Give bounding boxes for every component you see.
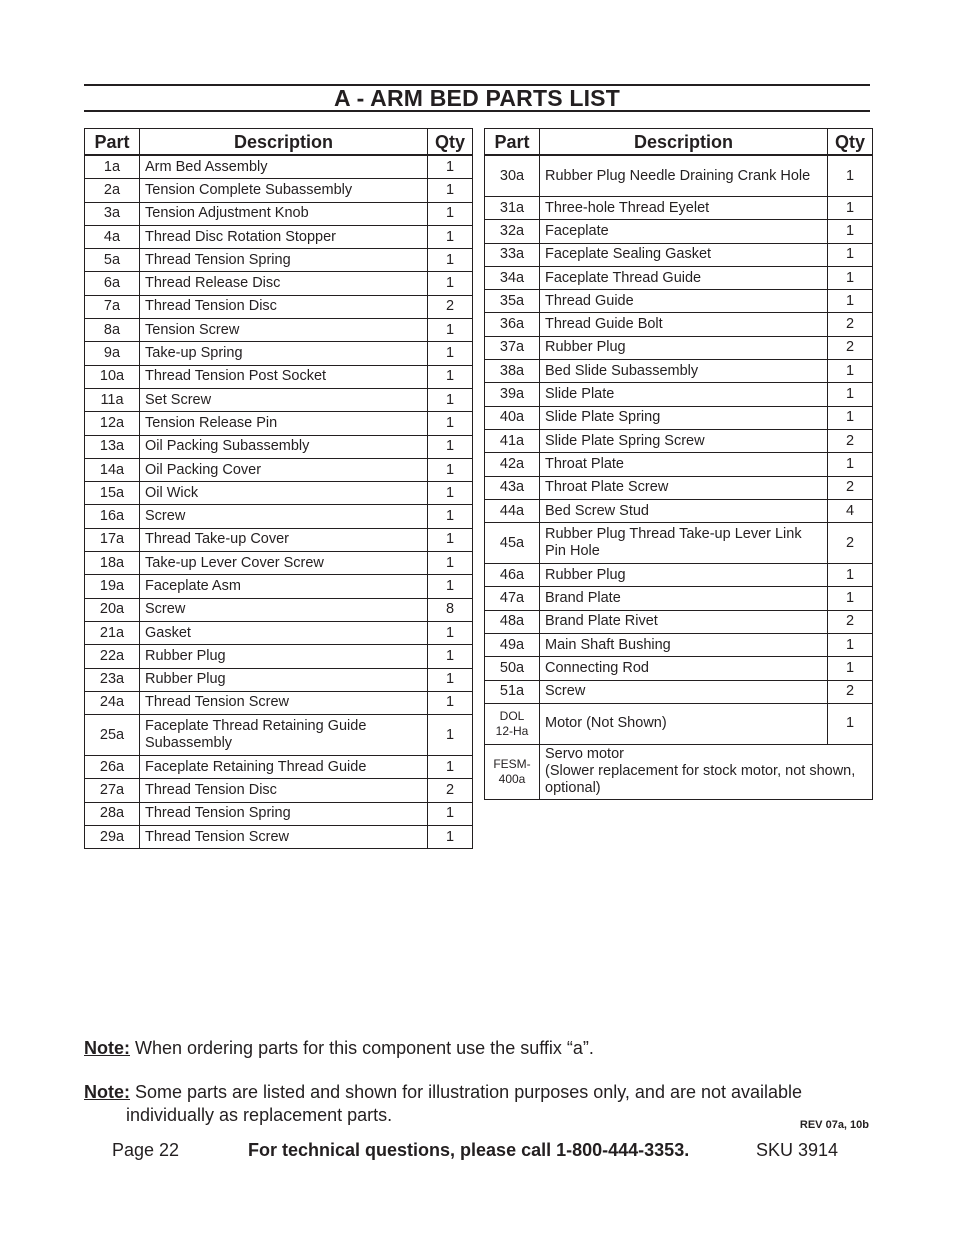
description-cell: Screw <box>140 505 428 528</box>
part-number-cell: 7a <box>85 295 140 318</box>
footer-page-number: Page 22 <box>112 1140 180 1160</box>
quantity-cell: 1 <box>428 388 473 411</box>
table-header-row <box>85 129 473 156</box>
part-number-cell: 30a <box>485 155 540 197</box>
title-bar <box>84 84 870 112</box>
quantity-cell: 1 <box>428 575 473 598</box>
table-row <box>485 564 873 587</box>
table-row <box>85 691 473 714</box>
part-number-cell: 22a <box>85 645 140 668</box>
table-row <box>85 645 473 668</box>
quantity-cell: 1 <box>428 802 473 825</box>
part-number-cell: 49a <box>485 634 540 657</box>
description-cell: Tension Screw <box>140 319 428 342</box>
description-cell: Faceplate Sealing Gasket <box>540 243 828 266</box>
description-cell: Screw <box>140 598 428 621</box>
quantity-cell: 1 <box>828 703 873 744</box>
part-number-cell: 17a <box>85 528 140 551</box>
parts-table-right <box>484 128 873 800</box>
quantity-cell: 2 <box>828 476 873 499</box>
part-number-cell: 39a <box>485 383 540 406</box>
part-number-cell: 46a <box>485 564 540 587</box>
table-row <box>85 365 473 388</box>
table-row <box>485 634 873 657</box>
header-qty: Qty <box>828 129 873 156</box>
description-cell: Brand Plate <box>540 587 828 610</box>
description-cell: Thread Disc Rotation Stopper <box>140 225 428 248</box>
description-cell: Faceplate Thread Retaining Guide Subassembly <box>140 715 428 756</box>
table-row <box>485 313 873 336</box>
footer-tech-support: For technical questions, please call 1-800-444-3353. <box>248 1140 690 1160</box>
part-number-cell: 20a <box>85 598 140 621</box>
quantity-cell: 4 <box>828 499 873 522</box>
quantity-cell: 2 <box>828 523 873 564</box>
table-row <box>485 243 873 266</box>
description-cell: Thread Tension Post Socket <box>140 365 428 388</box>
description-cell: Slide Plate Spring Screw <box>540 429 828 452</box>
part-number-cell: 8a <box>85 319 140 342</box>
table-row <box>485 476 873 499</box>
table-row <box>85 621 473 644</box>
note-text: Some parts are listed and shown for illustration purposes only, and are not available <box>130 1082 803 1102</box>
part-number-cell: 28a <box>85 802 140 825</box>
description-cell: Rubber Plug Needle Draining Crank Hole <box>540 155 828 197</box>
part-number-cell: 27a <box>85 779 140 802</box>
description-cell: Faceplate <box>540 220 828 243</box>
quantity-cell: 1 <box>428 668 473 691</box>
quantity-cell: 1 <box>428 482 473 505</box>
quantity-cell: 1 <box>428 272 473 295</box>
table-row <box>85 598 473 621</box>
description-cell: Thread Tension Spring <box>140 802 428 825</box>
quantity-cell: 1 <box>428 202 473 225</box>
part-number-cell: DOL 12-Ha <box>485 703 540 744</box>
table-row <box>85 342 473 365</box>
quantity-cell: 1 <box>428 715 473 756</box>
table-row <box>485 703 873 744</box>
description-cell: Bed Slide Subassembly <box>540 360 828 383</box>
quantity-cell: 2 <box>428 295 473 318</box>
note-label: Note: <box>84 1082 130 1102</box>
part-number-cell: 9a <box>85 342 140 365</box>
quantity-cell: 1 <box>828 564 873 587</box>
description-cell: Take-up Lever Cover Screw <box>140 552 428 575</box>
quantity-cell: 1 <box>428 505 473 528</box>
part-number-cell: 41a <box>485 429 540 452</box>
table-row <box>85 528 473 551</box>
quantity-cell: 1 <box>428 552 473 575</box>
quantity-cell: 1 <box>428 225 473 248</box>
quantity-cell: 1 <box>428 412 473 435</box>
part-number-cell: 1a <box>85 155 140 179</box>
description-cell: Arm Bed Assembly <box>140 155 428 179</box>
description-cell: Three-hole Thread Eyelet <box>540 197 828 220</box>
quantity-cell: 8 <box>428 598 473 621</box>
table-header-row <box>485 129 873 156</box>
quantity-cell: 1 <box>428 435 473 458</box>
part-number-cell: 4a <box>85 225 140 248</box>
description-cell: Faceplate Retaining Thread Guide <box>140 756 428 779</box>
part-number-cell: 40a <box>485 406 540 429</box>
table-row <box>85 202 473 225</box>
table-row <box>485 523 873 564</box>
part-number-cell: 13a <box>85 435 140 458</box>
quantity-cell: 1 <box>428 691 473 714</box>
part-number-cell: 51a <box>485 680 540 703</box>
description-cell: Rubber Plug <box>540 336 828 359</box>
table-row <box>85 458 473 481</box>
part-number-cell: 14a <box>85 458 140 481</box>
header-part: Part <box>85 129 140 156</box>
note-illustration <box>84 1081 874 1127</box>
page-title: A - ARM BED PARTS LIST <box>334 85 620 111</box>
table-row <box>485 610 873 633</box>
table-row <box>85 826 473 849</box>
table-row <box>485 266 873 289</box>
table-row <box>485 587 873 610</box>
part-number-cell: 31a <box>485 197 540 220</box>
part-number-cell: 35a <box>485 290 540 313</box>
quantity-cell: 1 <box>828 266 873 289</box>
part-number-cell: 3a <box>85 202 140 225</box>
description-cell: Faceplate Thread Guide <box>540 266 828 289</box>
description-cell: Take-up Spring <box>140 342 428 365</box>
table-row <box>485 220 873 243</box>
table-row <box>485 290 873 313</box>
description-cell: Faceplate Asm <box>140 575 428 598</box>
table-row <box>85 155 473 179</box>
table-row <box>485 453 873 476</box>
table-row <box>485 336 873 359</box>
quantity-cell: 1 <box>828 453 873 476</box>
description-cell: Main Shaft Bushing <box>540 634 828 657</box>
description-cell: Motor (Not Shown) <box>540 703 828 744</box>
description-cell: Bed Screw Stud <box>540 499 828 522</box>
table-row <box>85 179 473 202</box>
table-row <box>85 802 473 825</box>
quantity-cell: 2 <box>828 680 873 703</box>
description-cell: Connecting Rod <box>540 657 828 680</box>
header-part: Part <box>485 129 540 156</box>
revision-label: REV 07a, 10b <box>799 1119 869 1131</box>
quantity-cell: 2 <box>828 610 873 633</box>
note-text: When ordering parts for this component use the suffix “a”. <box>130 1038 594 1058</box>
quantity-cell: 1 <box>828 155 873 197</box>
description-cell: Tension Release Pin <box>140 412 428 435</box>
quantity-cell: 1 <box>828 197 873 220</box>
quantity-cell: 2 <box>828 313 873 336</box>
description-cell: Thread Guide Bolt <box>540 313 828 336</box>
quantity-cell: 1 <box>428 155 473 179</box>
table-row <box>85 756 473 779</box>
quantity-cell: 1 <box>828 220 873 243</box>
footer-sku: SKU 3914 <box>756 1140 839 1160</box>
quantity-cell: 2 <box>828 429 873 452</box>
part-number-cell: 48a <box>485 610 540 633</box>
description-cell: Oil Packing Subassembly <box>140 435 428 458</box>
table-row <box>85 575 473 598</box>
description-cell: Thread Tension Disc <box>140 295 428 318</box>
description-cell: Oil Packing Cover <box>140 458 428 481</box>
table-row <box>85 388 473 411</box>
header-description: Description <box>140 129 428 156</box>
quantity-cell: 1 <box>428 756 473 779</box>
table-row <box>485 680 873 703</box>
part-number-cell: 25a <box>85 715 140 756</box>
table-row <box>85 319 473 342</box>
part-number-cell: 26a <box>85 756 140 779</box>
part-number-cell: 6a <box>85 272 140 295</box>
table-row <box>85 295 473 318</box>
part-number-cell: 43a <box>485 476 540 499</box>
description-cell: Thread Release Disc <box>140 272 428 295</box>
description-cell: Throat Plate Screw <box>540 476 828 499</box>
quantity-cell: 1 <box>428 249 473 272</box>
part-number-cell: 15a <box>85 482 140 505</box>
part-number-cell: 37a <box>485 336 540 359</box>
description-cell: Thread Tension Spring <box>140 249 428 272</box>
description-cell: Thread Tension Screw <box>140 691 428 714</box>
table-row <box>485 383 873 406</box>
quantity-cell: 1 <box>828 406 873 429</box>
table-row <box>85 225 473 248</box>
quantity-cell: 1 <box>828 587 873 610</box>
table-row <box>485 406 873 429</box>
part-number-cell: 47a <box>485 587 540 610</box>
description-cell: Slide Plate <box>540 383 828 406</box>
part-number-cell: 38a <box>485 360 540 383</box>
table-row <box>485 360 873 383</box>
quantity-cell: 1 <box>428 528 473 551</box>
part-number-cell: 29a <box>85 826 140 849</box>
quantity-cell: 1 <box>428 826 473 849</box>
part-number-cell: 16a <box>85 505 140 528</box>
quantity-cell: 1 <box>828 657 873 680</box>
table-row <box>485 744 873 799</box>
table-row <box>485 197 873 220</box>
header-description: Description <box>540 129 828 156</box>
description-cell: Tension Complete Subassembly <box>140 179 428 202</box>
quantity-cell: 1 <box>428 458 473 481</box>
description-cell: Gasket <box>140 621 428 644</box>
description-cell: Thread Tension Screw <box>140 826 428 849</box>
quantity-cell: 1 <box>428 621 473 644</box>
description-cell: Rubber Plug Thread Take-up Lever Link Pin Hole <box>540 523 828 564</box>
table-row <box>85 552 473 575</box>
description-cell: Brand Plate Rivet <box>540 610 828 633</box>
part-number-cell: 12a <box>85 412 140 435</box>
description-cell: Slide Plate Spring <box>540 406 828 429</box>
part-number-cell: 45a <box>485 523 540 564</box>
description-cell: Screw <box>540 680 828 703</box>
description-cell: Servo motor (Slower replacement for stock motor, not shown, optional) <box>540 744 873 799</box>
quantity-cell: 1 <box>828 383 873 406</box>
table-row <box>85 272 473 295</box>
table-row <box>85 779 473 802</box>
table-row <box>85 505 473 528</box>
description-cell: Rubber Plug <box>140 668 428 691</box>
part-number-cell: 50a <box>485 657 540 680</box>
description-cell: Oil Wick <box>140 482 428 505</box>
quantity-cell: 1 <box>428 342 473 365</box>
part-number-cell: 18a <box>85 552 140 575</box>
quantity-cell: 1 <box>428 179 473 202</box>
quantity-cell: 1 <box>828 634 873 657</box>
quantity-cell: 1 <box>828 360 873 383</box>
part-number-cell: 24a <box>85 691 140 714</box>
part-number-cell: 32a <box>485 220 540 243</box>
description-cell: Throat Plate <box>540 453 828 476</box>
table-row <box>485 429 873 452</box>
table-row <box>485 499 873 522</box>
table-row <box>85 668 473 691</box>
part-number-cell: 36a <box>485 313 540 336</box>
header-qty: Qty <box>428 129 473 156</box>
part-number-cell: 34a <box>485 266 540 289</box>
quantity-cell: 1 <box>428 365 473 388</box>
note-text-continued: individually as replacement parts. <box>126 1105 393 1125</box>
quantity-cell: 1 <box>428 645 473 668</box>
part-number-cell: 10a <box>85 365 140 388</box>
quantity-cell: 1 <box>828 290 873 313</box>
part-number-cell: 33a <box>485 243 540 266</box>
description-cell: Thread Take-up Cover <box>140 528 428 551</box>
quantity-cell: 2 <box>828 336 873 359</box>
part-number-cell: 44a <box>485 499 540 522</box>
table-row <box>85 435 473 458</box>
part-number-cell: 5a <box>85 249 140 272</box>
quantity-cell: 1 <box>428 319 473 342</box>
part-number-cell: 19a <box>85 575 140 598</box>
description-cell: Set Screw <box>140 388 428 411</box>
description-cell: Rubber Plug <box>540 564 828 587</box>
part-number-cell: 42a <box>485 453 540 476</box>
table-row <box>85 482 473 505</box>
quantity-cell: 2 <box>428 779 473 802</box>
part-number-cell: 23a <box>85 668 140 691</box>
note-ordering <box>84 1037 874 1060</box>
part-number-cell: 21a <box>85 621 140 644</box>
description-cell: Thread Guide <box>540 290 828 313</box>
parts-table-left <box>84 128 473 849</box>
description-cell: Tension Adjustment Knob <box>140 202 428 225</box>
table-row <box>85 249 473 272</box>
table-row <box>85 715 473 756</box>
part-number-cell: FESM- 400a <box>485 744 540 799</box>
description-cell: Rubber Plug <box>140 645 428 668</box>
table-row <box>85 412 473 435</box>
part-number-cell: 2a <box>85 179 140 202</box>
quantity-cell: 1 <box>828 243 873 266</box>
note-label: Note: <box>84 1038 130 1058</box>
table-row <box>485 657 873 680</box>
part-number-cell: 11a <box>85 388 140 411</box>
table-row <box>485 155 873 197</box>
description-cell: Thread Tension Disc <box>140 779 428 802</box>
